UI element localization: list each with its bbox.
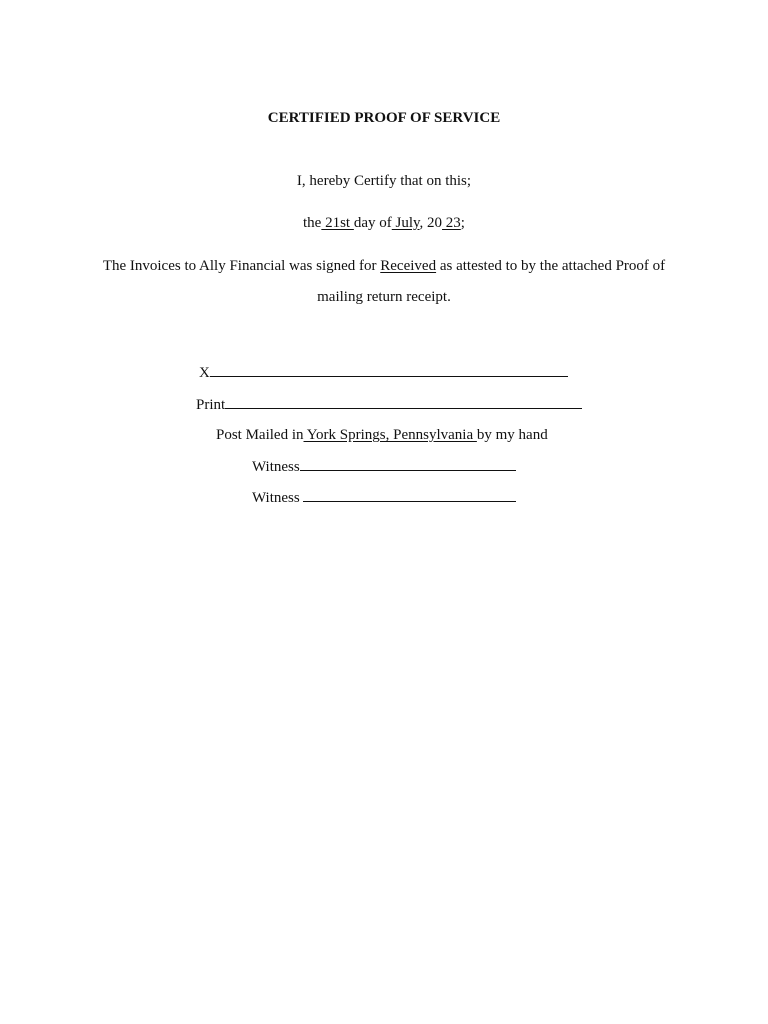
statement-continuation: mailing return receipt. bbox=[317, 289, 451, 305]
mailed-prefix: Post Mailed in bbox=[216, 427, 304, 443]
witness1-label: Witness bbox=[252, 459, 300, 475]
print-label: Print bbox=[196, 397, 226, 413]
print-row bbox=[196, 394, 582, 415]
date-year-suffix: 23 bbox=[442, 215, 461, 231]
date-prefix: the bbox=[303, 215, 322, 231]
certify-line: I, hereby Certify that on this; bbox=[296, 173, 472, 189]
date-day: 21st bbox=[321, 215, 354, 231]
statement-suffix: as attested to by the attached Proof of bbox=[436, 258, 666, 274]
date-year-prefix: , 20 bbox=[419, 215, 443, 231]
statement-line bbox=[0, 256, 768, 276]
document-title: CERTIFIED PROOF OF SERVICE bbox=[267, 110, 501, 126]
date-middle: day of bbox=[353, 215, 392, 231]
witness2-label: Witness bbox=[252, 490, 304, 506]
date-end: ; bbox=[460, 215, 465, 231]
date-month: July bbox=[391, 215, 420, 231]
mailed-location: York Springs, Pennsylvania bbox=[303, 427, 477, 443]
witness1-row bbox=[252, 456, 516, 477]
statement-prefix: The Invoices to Ally Financial was signed for bbox=[102, 258, 381, 274]
signature-x-label: X bbox=[199, 365, 210, 381]
print-line bbox=[225, 394, 582, 409]
statement-status: Received bbox=[380, 258, 437, 274]
witness2-line bbox=[303, 487, 516, 502]
mailed-suffix: by my hand bbox=[476, 427, 548, 443]
witness1-line bbox=[300, 456, 516, 471]
date-line bbox=[0, 213, 768, 233]
signature-line bbox=[210, 362, 568, 377]
signature-x-row bbox=[199, 362, 568, 383]
mailed-row bbox=[216, 425, 548, 445]
witness2-row bbox=[252, 487, 516, 508]
